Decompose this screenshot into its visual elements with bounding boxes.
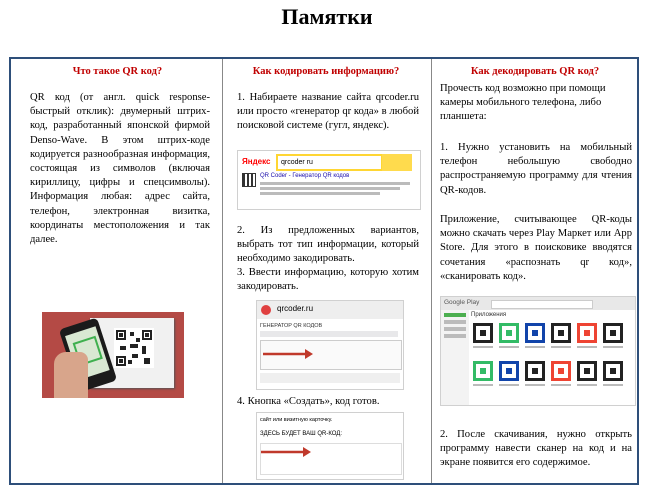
column-divider	[222, 59, 223, 483]
qr-code-icon	[114, 328, 154, 368]
app-label	[473, 346, 493, 348]
app-label	[525, 346, 545, 348]
app-label	[473, 384, 493, 386]
col3-p3: 2. После скачивания, нужно открыть программу навести сканер на код и на экране появится его содержимое.	[440, 429, 632, 469]
col2-heading: Как кодировать информацию?	[252, 66, 400, 77]
app-label	[525, 384, 545, 386]
app-label	[551, 384, 571, 386]
play-logo: Google Play	[444, 299, 480, 306]
app-tile	[525, 323, 545, 343]
yandex-logo: Яндекс	[242, 157, 271, 166]
google-play-screenshot	[440, 296, 636, 406]
app-tile	[499, 323, 519, 343]
col3-intro: Прочесть код возможно при помощи камеры мобильного телефона, либо планшета:	[440, 83, 606, 123]
search-button	[382, 154, 412, 171]
col3-p2: Приложение, считывающее QR-коды можно скачать через Play Маркет или App Store. Для этого в поисковике вводятся сочетания «распознать qr код», «сканировать код».	[440, 214, 632, 282]
col3-heading: Как декодировать QR код?	[470, 66, 600, 77]
col2-step2: 2. Из предложенных вариантов, выбрать тот тип информации, который необходимо закодировать.	[237, 225, 419, 265]
col2-step1: 1. Набираете название сайта qrcoder.ru или просто «генератор qr кода» в любой поисковой системе (гугл, яндекс).	[237, 92, 419, 132]
col2-step3: 3. Ввести информацию, которую хотим закодировать.	[237, 267, 419, 293]
col3-p1: 1. Нужно установить на мобильный телефон небольшую свободно распространяемую программу для чтения QR-кодов.	[440, 142, 632, 196]
app-tile	[551, 323, 571, 343]
arrow-icon	[263, 349, 313, 359]
app-tile	[603, 323, 623, 343]
url-bar: qrcoder.ru	[277, 304, 314, 313]
app-tile	[499, 361, 519, 381]
result-title: QR Coder - Генератор QR кодов	[260, 173, 350, 179]
app-tile	[603, 361, 623, 381]
page-title: Памятки	[281, 4, 373, 29]
app-tile	[473, 361, 493, 381]
qrcoder-screenshot	[256, 300, 404, 390]
app-label	[499, 346, 519, 348]
warning-icon	[261, 305, 271, 315]
app-grid	[473, 323, 633, 403]
app-label	[551, 346, 571, 348]
phone-photo	[42, 312, 184, 398]
search-box: qrcoder ru	[276, 154, 383, 171]
yandex-search-screenshot	[237, 150, 421, 210]
app-label	[577, 384, 597, 386]
col1-heading: Что такое QR код?	[72, 66, 163, 77]
app-tile	[473, 323, 493, 343]
app-label	[577, 346, 597, 348]
app-label	[603, 346, 623, 348]
app-label	[499, 384, 519, 386]
app-tile	[577, 361, 597, 381]
app-tile	[525, 361, 545, 381]
qr-icon	[242, 173, 256, 187]
col1-body: QR код (от англ. quick response-быстрый отклик): двумерный штрих-код, разработанный японской фирмой Denso-Wave. В этом штрих-коде кодируется разнообразная информация, состоящая из символов (включая кириллицу, цифры и спецсимволы). Информация любая: адрес сайта, телефон, электронная визитка, координаты местоположения и так далее.	[30, 92, 210, 246]
generator-header: ГЕНЕРАТОР QR КОДОВ	[260, 323, 323, 329]
apps-section: Приложения	[471, 312, 507, 318]
app-tile	[551, 361, 571, 381]
col2-step4: 4. Кнопка «Создать», код готов.	[237, 396, 380, 407]
column-divider	[431, 59, 432, 483]
qr-result-screenshot: сайт или визитную карточку. ЗДЕСЬ БУДЕТ ВАШ QR-КОД:	[256, 412, 404, 480]
app-tile	[577, 323, 597, 343]
app-label	[603, 384, 623, 386]
arrow-icon	[261, 447, 311, 457]
